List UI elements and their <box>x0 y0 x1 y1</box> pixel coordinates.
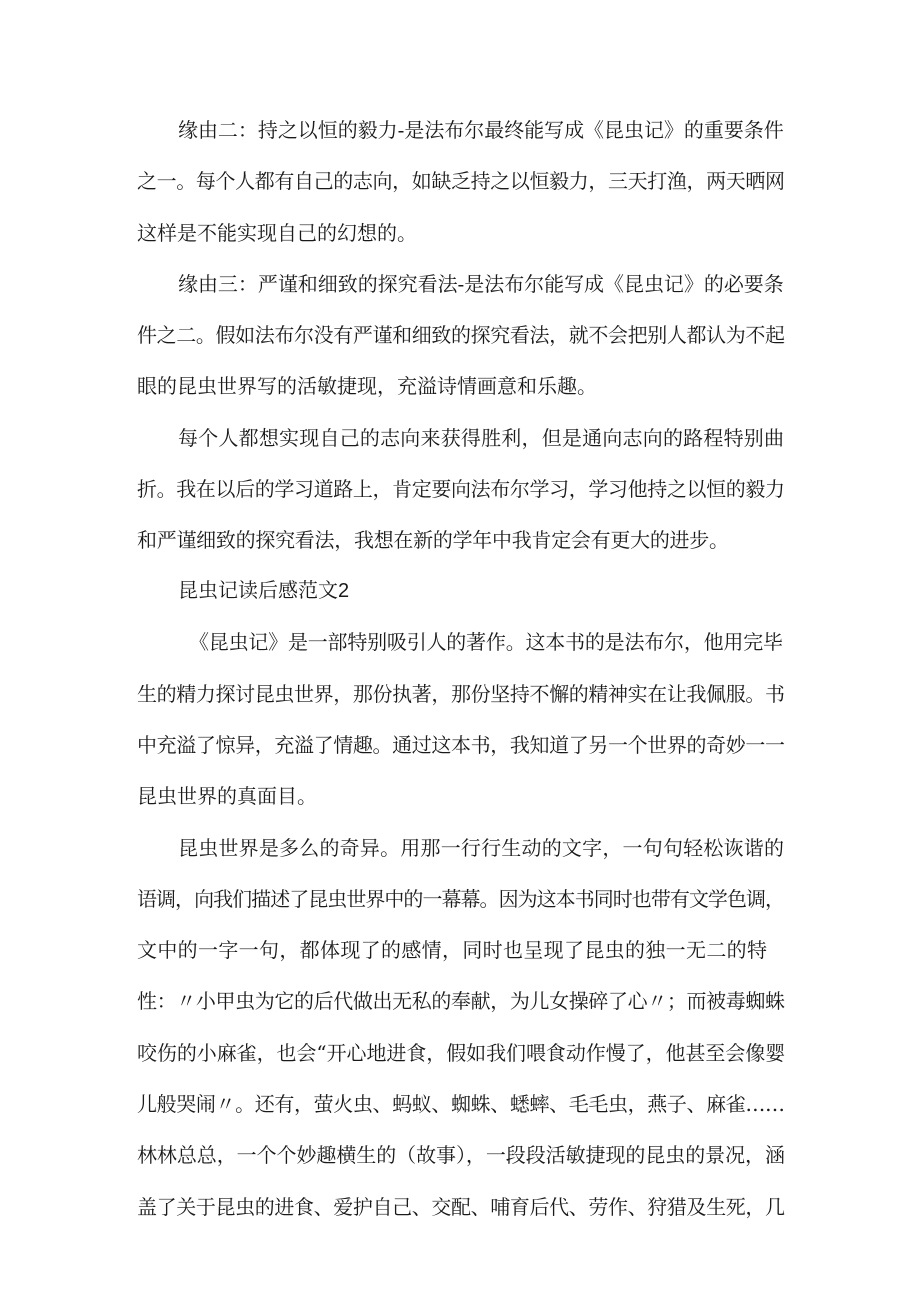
text-line: 和严谨细致的探究看法，我想在新的学年中我肯定会有更大的进步。 <box>137 528 729 552</box>
text-line: 性：〃小甲虫为它的后代做出无私的奉献，为儿女操碎了心〃；而被毒蜘蛛 <box>137 989 785 1013</box>
text-line: 林林总总，一个个妙趣横生的（故事），一段段活敏捷现的昆虫的景况，涵 <box>137 1143 785 1167</box>
text-line: 这样是不能实现自己的幻想的。 <box>137 221 417 245</box>
text-line: 昆虫世界的真面目。 <box>137 784 317 808</box>
text-line: 每个人都想实现自己的志向来获得胜利，但是通向志向的路程特别曲 <box>178 426 785 450</box>
text-line: 咬伤的小麻雀，也会“开心地进食，假如我们喂食动作慢了，他甚至会像婴 <box>137 1041 786 1065</box>
text-line: 文中的一字一句，都体现了的感情，同时也呈现了昆虫的独一无二的特 <box>137 938 768 962</box>
text-line: 语调，向我们描述了昆虫世界中的一幕幕。因为这本书同时也带有文学色调， <box>137 887 785 911</box>
text-line: 缘由三：严谨和细致的探究看法-是法布尔能写成《昆虫记》的必要条 <box>178 272 784 296</box>
text-line: 件之二。假如法布尔没有严谨和细致的探究看法，就不会把别人都认为不起 <box>137 323 785 347</box>
text-line: 盖了关于昆虫的进食、爱护自己、交配、哺育后代、劳作、狩猎及生死，几 <box>137 1195 785 1219</box>
text-line: 折。我在以后的学习道路上，肯定要向法布尔学习，学习他持之以恒的毅力 <box>137 477 785 501</box>
text-line: 之一。每个人都有自己的志向，如缺乏持之以恒毅力，三天打渔，两天晒网 <box>137 169 785 193</box>
text-line: 生的精力探讨昆虫世界，那份执著，那份坚持不懈的精神实在让我佩服。书 <box>137 682 785 706</box>
section-heading: 昆虫记读后感范文2 <box>178 580 350 602</box>
text-line: 中充溢了惊异，充溢了情趣。通过这本书，我知道了另一个世界的奇妙一一 <box>137 733 785 757</box>
text-line: 儿般哭闹〃。还有，萤火虫、蚂蚁、蜘蛛、蟋蟀、毛毛虫，燕子、麻雀…… <box>137 1092 785 1116</box>
text-line: 《昆虫记》是一部特别吸引人的著作。这本书的是法布尔，他用完毕 <box>189 630 783 654</box>
text-line: 眼的昆虫世界写的活敏捷现，充溢诗情画意和乐趣。 <box>137 374 597 398</box>
text-line: 昆虫世界是多么的奇异。用那一行行生动的文字，一句句轻松诙谐的 <box>178 836 785 860</box>
text-line: 缘由二：持之以恒的毅力-是法布尔最终能写成《昆虫记》的重要条件 <box>178 118 784 142</box>
